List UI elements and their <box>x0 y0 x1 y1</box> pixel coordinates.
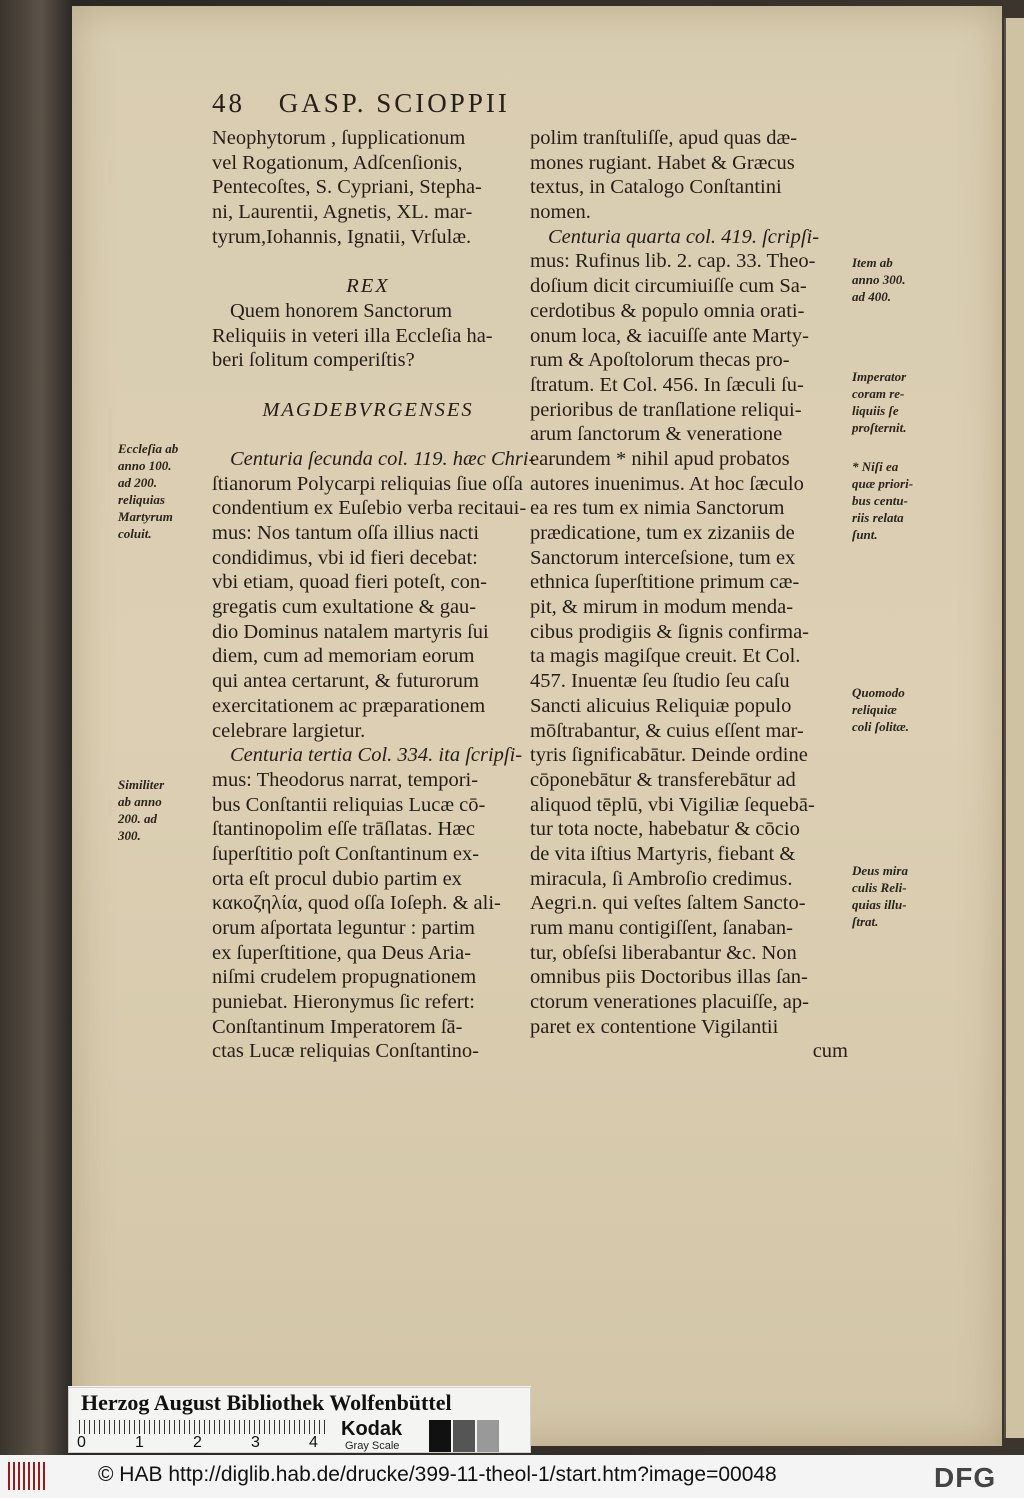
text-line: Reliquiis in veteri illa Eccleſia ha- <box>212 324 493 347</box>
text-line: cum <box>812 1040 848 1063</box>
margin-note-line: ab anno <box>118 794 162 809</box>
left-margin-note <box>118 440 178 542</box>
text-line: ni, Laurentii, Agnetis, XL. mar- <box>212 201 473 224</box>
facing-page-edge <box>1004 18 1024 1438</box>
text-line: arum ſanctorum & veneratione <box>530 423 783 446</box>
text-line: ex ſuperſtitione, qua Deus Aria- <box>212 941 472 964</box>
text-line: Pentecoſtes, S. Cypriani, Stepha- <box>212 176 482 199</box>
text-line: Centuria tertia Col. 334. ita ſcripſi- <box>230 744 523 767</box>
margin-note-line: quias illu- <box>852 897 907 912</box>
text-line: perioribus de tranſlatione reliqui- <box>530 398 802 421</box>
margin-note-line: riis relata <box>852 510 904 525</box>
ruler <box>79 1420 329 1434</box>
margin-note-line: ad 400. <box>852 289 891 304</box>
ruler-number: 1 <box>135 1434 144 1451</box>
margin-note-line: ad 200. <box>118 475 157 490</box>
text-line: Centuria quarta col. 419. ſcripſi- <box>548 225 820 248</box>
text-line: Conſtantinum Imperatorem ſā- <box>212 1015 463 1038</box>
text-line: diem, cum ad memoriam eorum <box>212 645 475 668</box>
margin-note-line: 200. ad <box>118 811 157 826</box>
text-line <box>212 249 524 274</box>
text-line: tyris ſignificabātur. Deinde ordine <box>530 744 808 767</box>
text-line: Aegri.n. qui veſtes ſaltem Sancto- <box>530 892 806 915</box>
text-line <box>212 373 524 398</box>
ruler-number: 0 <box>77 1434 86 1451</box>
dfg-logo: DFG <box>934 1462 997 1493</box>
right-text-column <box>530 126 848 1064</box>
margin-note-line: ſunt. <box>852 527 878 542</box>
margin-note-line: Quomodo <box>852 685 905 700</box>
text-line: celebrare largietur. <box>212 719 366 742</box>
scan-reference-card <box>68 1387 531 1453</box>
margin-note-line: coluit. <box>118 526 152 541</box>
gray-patch <box>429 1420 451 1452</box>
text-line: mus: Theodorus narrat, tempori- <box>212 768 479 791</box>
text-line: pit, & mirum in modum menda- <box>530 596 794 619</box>
text-line: de vita iſtius Martyris, fiebant & <box>530 842 796 865</box>
text-line: ctorum venerationes placuiſſe, ap- <box>530 991 809 1014</box>
margin-note-line: Similiter <box>118 777 165 792</box>
ruler-number: 2 <box>193 1434 202 1451</box>
right-margin-note <box>852 368 907 436</box>
right-margin-note <box>852 254 905 305</box>
text-line: exercitationem ac præparationem <box>212 694 486 717</box>
text-line: cerdotibus & populo omnia orati- <box>530 299 805 322</box>
text-line <box>212 422 524 447</box>
text-line: miracula, ſi Ambroſio credimus. <box>530 867 793 890</box>
library-name: Herzog August Bibliothek Wolfenbüttel <box>81 1390 452 1415</box>
text-line: paret ex contentione Vigilantii <box>530 1015 779 1038</box>
right-margin-note <box>852 684 909 735</box>
right-margin-note <box>852 458 913 543</box>
text-line: rum manu contigiſſent, ſanaban- <box>530 917 794 939</box>
margin-note-line: Imperator <box>852 369 907 384</box>
text-line: gregatis cum exultatione & gau- <box>212 596 477 619</box>
text-line: polim tranſtuliſſe, apud quas dæ- <box>530 127 798 149</box>
copyright-link[interactable]: © HAB http://diglib.hab.de/drucke/399-11-theol-1/start.htm?image=00048 <box>98 1463 777 1486</box>
text-line: rum & Apoſtolorum thecas pro- <box>530 349 790 372</box>
text-line: ethnica ſuperſtitione primum cæ- <box>530 571 800 594</box>
text-line: tur tota nocte, habebatur & cōcio <box>530 818 800 841</box>
margin-note-line: Item ab <box>852 255 893 270</box>
ruler-number: 4 <box>309 1434 318 1451</box>
text-line: ta magis magiſque creuit. Et Col. <box>530 645 801 668</box>
margin-note-line: proſternit. <box>852 420 907 435</box>
gray-patch <box>453 1420 475 1452</box>
text-line: vbi etiam, quoad fieri poteſt, con- <box>212 571 487 594</box>
text-line: beri ſolitum comperiſtis? <box>212 349 415 372</box>
text-line: puniebat. Hieronymus ſic refert: <box>212 991 475 1014</box>
text-line: earundem * nihil apud probatos <box>530 447 790 470</box>
left-text-column <box>212 126 536 1064</box>
text-line: mōſtrabantur, & cuius eſſent mar- <box>530 719 804 742</box>
text-line: mus: Nos tantum oſſa illius nacti <box>212 522 480 544</box>
text-line: qui antea certarunt, & futurorum <box>212 670 479 693</box>
text-line: MAGDEBVRGENSES <box>262 398 474 421</box>
text-line: niſmi crudelem propugnationem <box>212 966 477 989</box>
text-line: ctas Lucæ reliquias Conſtantino- <box>212 1040 480 1063</box>
margin-note-line: Martyrum <box>118 509 173 524</box>
header-title: GASP. SCIOPPII <box>278 88 510 118</box>
text-line: tyrum,Iohannis, Ignatii, Vrſulæ. <box>212 225 472 248</box>
left-margin-note <box>118 776 164 844</box>
barcode-icon <box>8 1462 48 1490</box>
margin-note-line: coram re- <box>852 386 905 401</box>
text-line: mones rugiant. Habet & Græcus <box>530 151 795 174</box>
margin-note-line: coli ſolitæ. <box>852 719 910 734</box>
margin-note-line: reliquiæ <box>852 702 897 717</box>
text-line: ea res tum ex nimia Sanctorum <box>530 497 785 520</box>
text-line: nomen. <box>530 201 591 224</box>
margin-note-line: quæ priori- <box>852 476 914 491</box>
kodak-logo: Kodak <box>341 1418 403 1440</box>
text-line: tur, obſeſsi liberabantur &c. Non <box>530 941 797 964</box>
text-line: vel Rogationum, Adſcenſionis, <box>212 151 463 174</box>
text-line: ſtianorum Polycarpi reliquias ſiue oſſa <box>212 472 523 495</box>
text-line: condidimus, vbi id fieri decebat: <box>212 546 478 569</box>
text-line: Sancti alicuius Reliquiæ populo <box>530 694 792 717</box>
text-line: onum loca, & iacuiſſe ante Marty- <box>530 324 809 347</box>
text-line: doſium dicit circumiuiſſe cum Sa- <box>530 275 807 298</box>
viewer-footer <box>0 1455 1024 1498</box>
text-line: aliquod tēplū, vbi Vigiliæ ſequebā- <box>530 793 815 816</box>
running-header <box>212 88 672 119</box>
right-margin-note <box>852 862 908 930</box>
text-line: bus Conſtantii reliquias Lucæ cō- <box>212 793 486 816</box>
text-line: ſuperſtitio poſt Conſtantinum ex- <box>212 842 480 865</box>
text-line: mus: Rufinus lib. 2. cap. 33. Theo- <box>530 250 816 273</box>
margin-note-line: culis Reli- <box>852 880 907 895</box>
text-line: Sanctorum interceſsione, tum ex <box>530 546 796 569</box>
text-line: ſtantinopolim eſſe trāſlatas. Hæc <box>212 818 476 841</box>
margin-note-line: 300. <box>118 828 141 843</box>
text-line: REX <box>346 275 390 298</box>
text-line: textus, in Catalogo Conſtantini <box>530 176 782 199</box>
margin-note-line: anno 100. <box>118 458 172 473</box>
text-line: Quem honorem Sanctorum <box>230 299 453 322</box>
margin-note-line: ſtrat. <box>852 914 879 929</box>
page-number: 48 <box>212 88 245 118</box>
text-line: cibus prodigiis & ſignis confirma- <box>530 620 809 643</box>
margin-note-line: bus centu- <box>852 493 908 508</box>
text-line: dio Dominus natalem martyris ſui <box>212 620 489 643</box>
text-line: 457. Inuentæ ſeu ſtudio ſeu caſu <box>530 670 790 693</box>
text-line: prædicatione, tum ex zizaniis de <box>530 522 795 544</box>
text-line: κακοζηλία, quod oſſa Ioſeph. & ali- <box>212 892 501 915</box>
text-line: Centuria ſecunda col. 119. hæc Chri- <box>230 447 536 470</box>
margin-note-line: anno 300. <box>852 272 906 287</box>
text-line: Neophytorum , ſupplicationum <box>212 127 466 149</box>
margin-note-line: * Niſi ea <box>852 459 899 474</box>
text-line: orum aſportata leguntur : partim <box>212 917 476 939</box>
margin-note-line: Deus mira <box>852 863 908 878</box>
margin-note-line: reliquias <box>118 492 165 507</box>
text-line: autores inuenimus. At hoc ſæculo <box>530 472 804 495</box>
gray-scale-label: Gray Scale <box>345 1440 400 1452</box>
text-line: condentium ex Euſebio verba recitaui- <box>212 497 527 520</box>
text-line: omnibus piis Doctoribus illas ſan- <box>530 966 808 989</box>
gray-patch <box>477 1420 499 1452</box>
margin-note-line: Eccleſia ab <box>118 441 179 456</box>
text-line: ſtratum. Et Col. 456. In ſæculi ſu- <box>530 373 804 396</box>
margin-note-line: liquiis ſe <box>852 403 899 418</box>
text-line: cōponebātur & transferebātur ad <box>530 768 796 791</box>
ruler-number: 3 <box>251 1434 260 1451</box>
text-line: orta eſt procul dubio partim ex <box>212 867 462 890</box>
